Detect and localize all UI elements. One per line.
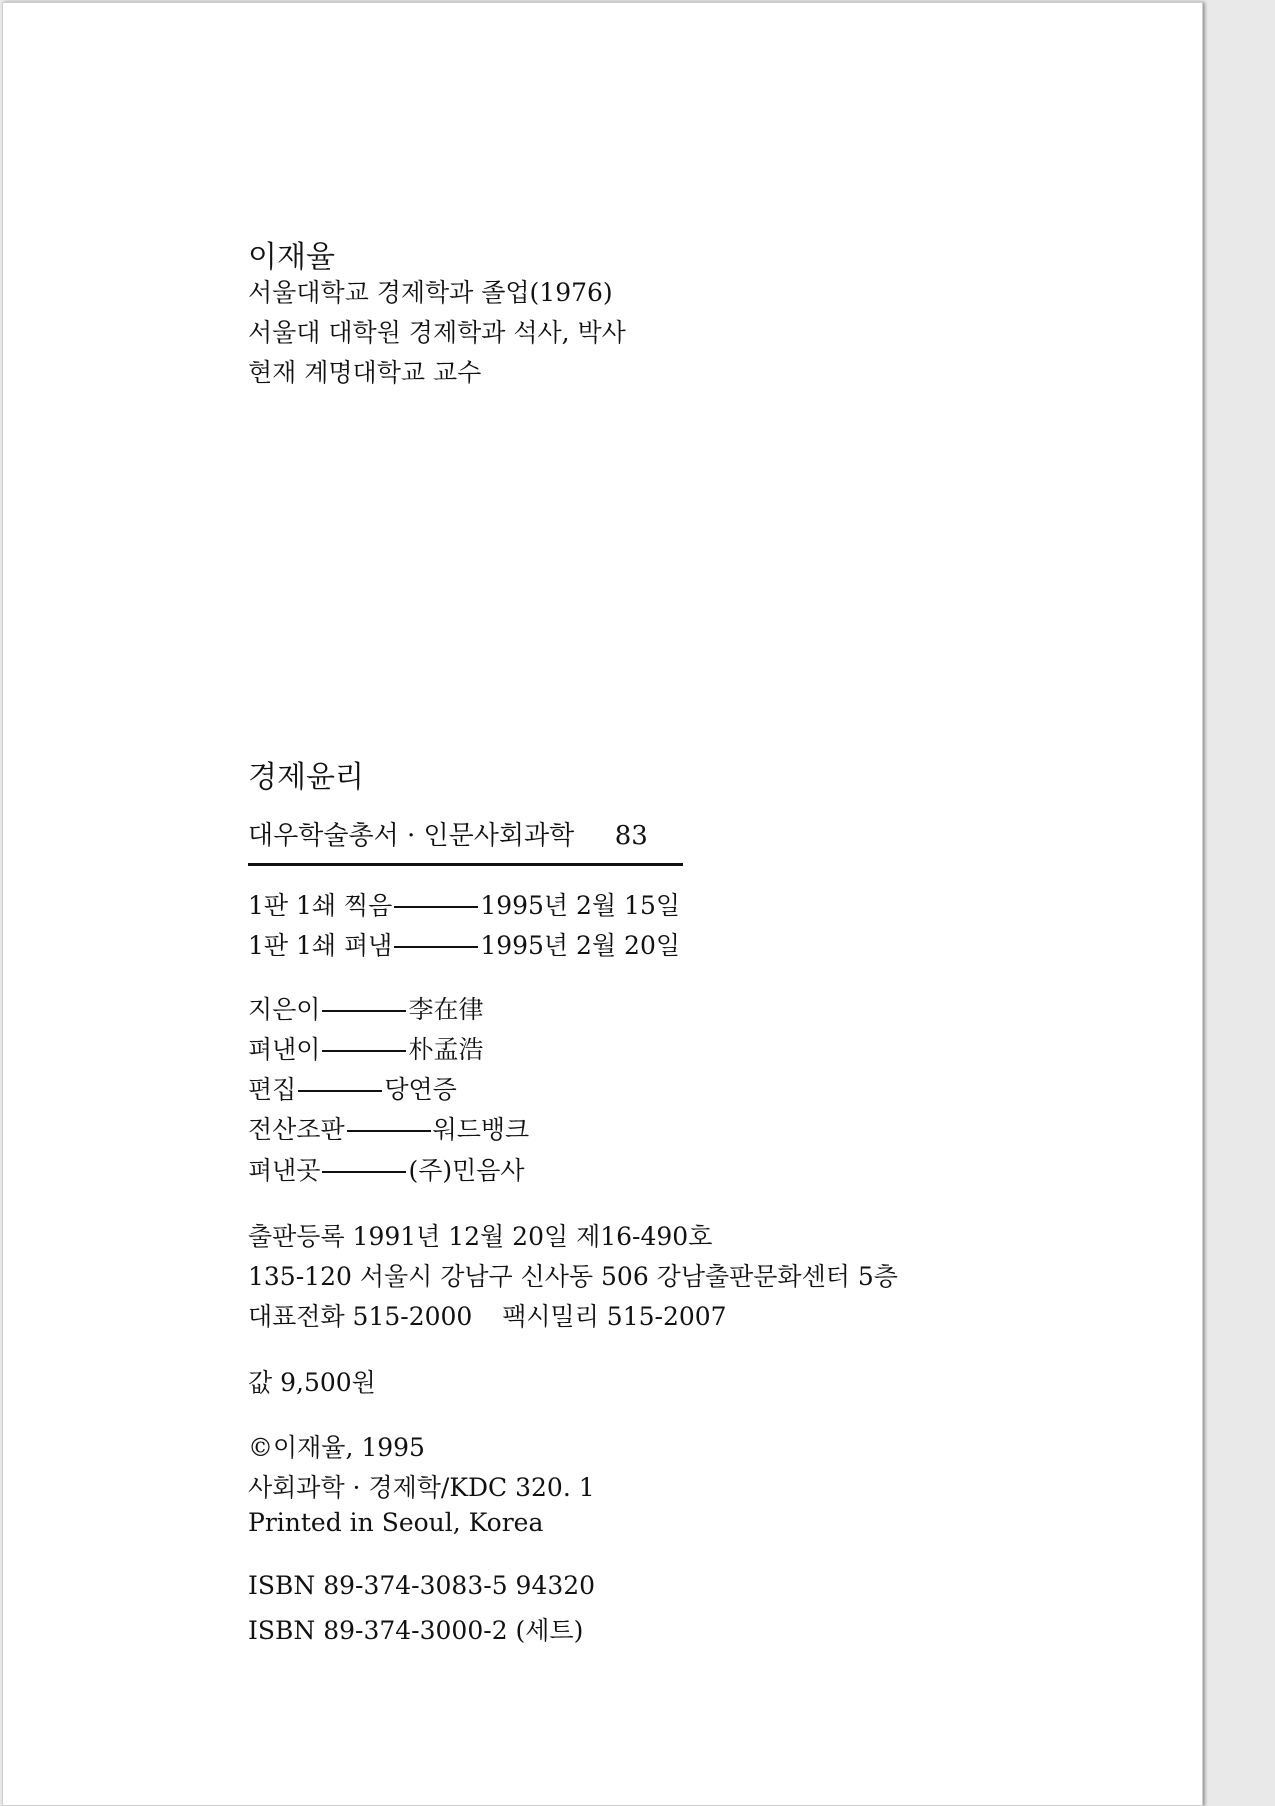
isbn-line: ISBN 89-374-3000-2 (세트) [248, 1616, 584, 1645]
credit-label: 펴낸이 [248, 1035, 321, 1064]
credit-line [248, 1110, 529, 1146]
credit-value: 朴孟浩 [408, 1035, 484, 1064]
series-number: 83 [614, 821, 648, 851]
credit-label: 지은이 [248, 995, 321, 1024]
fax: 팩시밀리 515-2007 [502, 1302, 727, 1331]
printing-line [248, 886, 680, 922]
series-name: 대우학술총서 · 인문사회과학 [248, 821, 575, 851]
credit-label: 펴낸곳 [248, 1156, 321, 1185]
dash [322, 1050, 406, 1052]
author-bio-line: 서울대 대학원 경제학과 석사, 박사 [248, 318, 626, 347]
book-title: 경제윤리 [248, 760, 364, 795]
dash [347, 1130, 431, 1132]
dash [394, 906, 478, 908]
printed-in-line: Printed in Seoul, Korea [248, 1508, 544, 1537]
credit-value: 당연증 [384, 1075, 457, 1104]
copyright-line: ©이재율, 1995 [248, 1433, 425, 1462]
printing-label: 1판 1쇄 펴냄 [248, 931, 393, 960]
printing-date: 1995년 2월 20일 [480, 931, 680, 960]
credit-value: 워드뱅크 [432, 1115, 530, 1144]
phone: 대표전화 515-2000 [248, 1302, 473, 1331]
classification-line: 사회과학 · 경제학/KDC 320. 1 [248, 1473, 595, 1502]
credit-label: 편집 [248, 1075, 297, 1104]
dash [322, 1171, 406, 1173]
author-name: 이재율 [248, 240, 335, 275]
credit-label: 전산조판 [248, 1115, 345, 1144]
dash [298, 1090, 382, 1092]
author-bio-line: 현재 계명대학교 교수 [248, 358, 482, 387]
price: 값 9,500원 [248, 1368, 376, 1397]
credit-line [248, 990, 483, 1026]
address-line: 135-120 서울시 강남구 신사동 506 강남출판문화센터 5층 [248, 1262, 898, 1291]
credit-value: (주)민음사 [408, 1156, 525, 1185]
contact-line [248, 1297, 727, 1333]
printing-line [248, 926, 680, 962]
author-bio-line: 서울대학교 경제학과 졸업(1976) [248, 278, 613, 307]
dash [322, 1010, 406, 1012]
series-line [248, 815, 648, 852]
registration-line: 출판등록 1991년 12월 20일 제16-490호 [248, 1222, 713, 1251]
credit-line [248, 1070, 457, 1106]
printing-date: 1995년 2월 15일 [480, 891, 680, 920]
isbn-line: ISBN 89-374-3083-5 94320 [248, 1571, 596, 1600]
credit-line [248, 1030, 483, 1066]
dash [394, 946, 478, 948]
credit-line [248, 1151, 525, 1187]
divider-rule [248, 863, 683, 866]
printing-label: 1판 1쇄 찍음 [248, 891, 393, 920]
credit-value: 李在律 [408, 995, 484, 1024]
